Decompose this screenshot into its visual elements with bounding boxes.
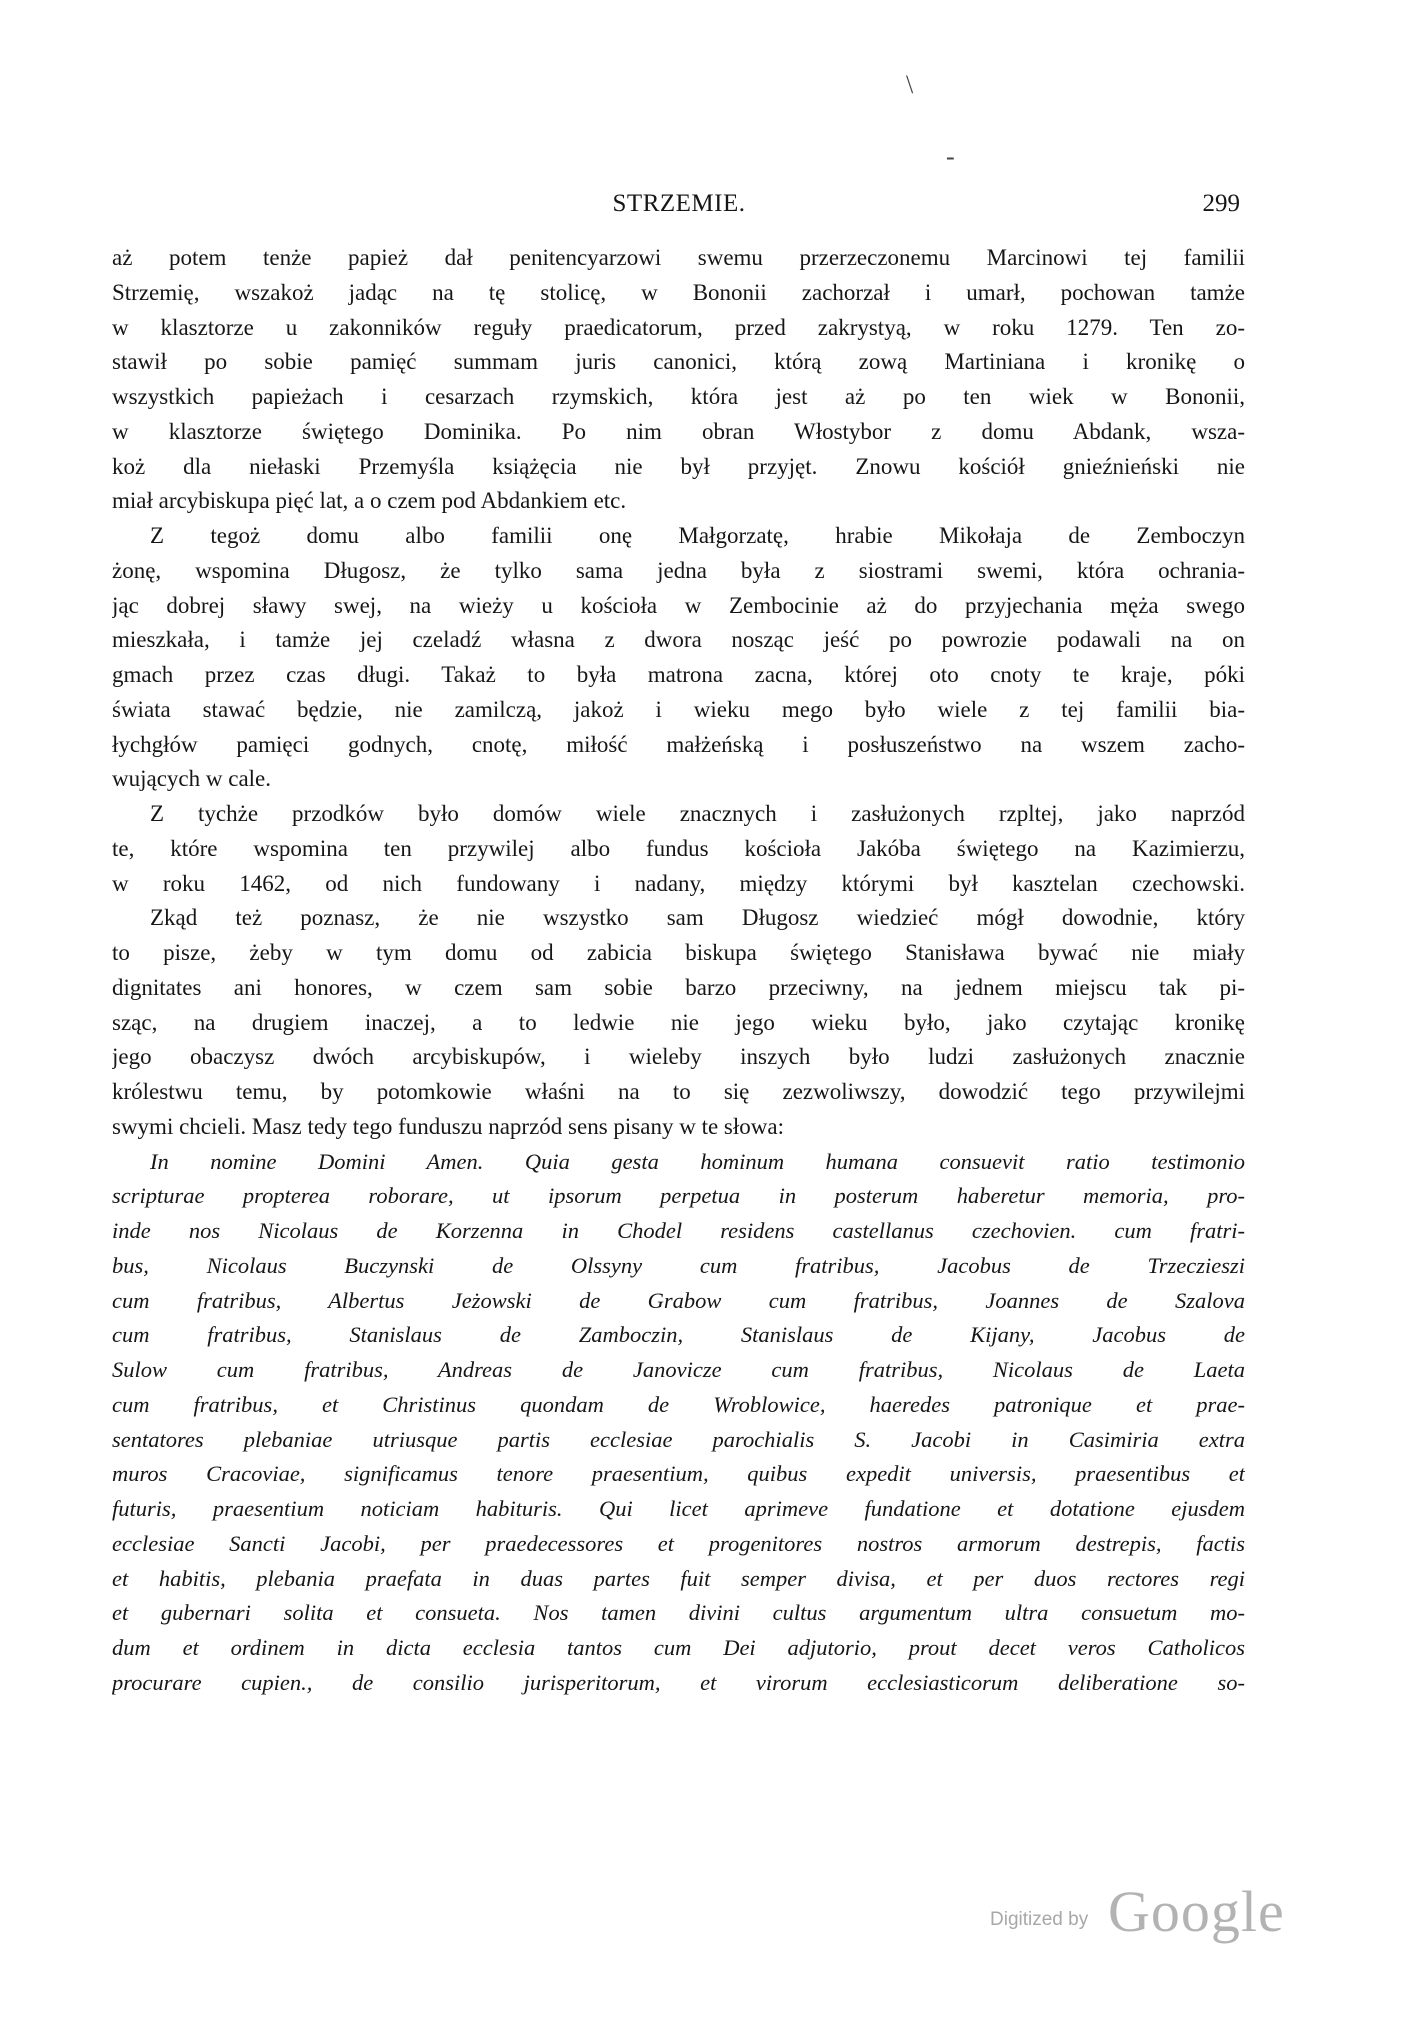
text-line: gmach przez czas długi. Takaż to była matrona zacna, której oto cnoty te kraje, póki — [112, 662, 1245, 687]
latin-text-line: In nomine Domini Amen. Quia gesta hominum humana consuevit ratio testimonio — [150, 1148, 1245, 1174]
latin-text-line: muros Cracoviae, significamus tenore praesentium, quibus expedit universis, praesentibus et — [112, 1461, 1245, 1487]
latin-text-line: futuris, praesentium noticiam habituris. Qui licet aprimeve fundatione et dotatione ejusdem — [112, 1496, 1245, 1521]
latin-text-line: Sulow cum fratribus, Andreas de Janovicze cum fratribus, Nicolaus de Laeta — [112, 1357, 1245, 1382]
digitized-by-label: Digitized by — [990, 1909, 1089, 1930]
text-line: mieszkała, i tamże jej czeladź własna z dwora nosząc jeść po powrozie podawali na on — [112, 627, 1245, 653]
running-head: STRZEMIE. — [612, 190, 746, 217]
digitization-watermark — [990, 1875, 1290, 1945]
latin-text-line: dum et ordinem in dicta ecclesia tantos cum Dei adjutorio, prout decet veros Catholicos — [112, 1635, 1245, 1660]
paragraph-start-line: Z tychże przodków było domów wiele znacznych i zasłużonych rzpltej, jako naprzód — [150, 801, 1245, 826]
text-line: jego obaczysz dwóch arcybiskupów, i wieleby inszych było ludzi zasłużonych znacznie — [112, 1044, 1245, 1070]
latin-text-line: cum fratribus, Stanislaus de Zamboczin, Stanislaus de Kijany, Jacobus de — [112, 1322, 1245, 1348]
page-number: 299 — [1202, 190, 1240, 217]
latin-text-line: cum fratribus, Albertus Jeżowski de Grabow cum fratribus, Joannes de Szalova — [112, 1287, 1245, 1313]
text-line: jąc dobrej sławy swej, na wieży u kościoła w Zembocinie aż do przyjechania męża swego — [112, 592, 1245, 618]
text-line: te, które wspomina ten przywilej albo fundus kościoła Jakóba świętego na Kazimierzu, — [112, 835, 1245, 861]
text-line: stawił po sobie pamięć summam juris canonici, którą zową Martiniana i kronikę o — [112, 349, 1245, 375]
page-header — [118, 190, 1240, 230]
latin-text-line: et gubernari solita et consueta. Nos tamen divini cultus argumentum ultra consuetum mo- — [112, 1600, 1245, 1626]
text-line: dignitates ani honores, w czem sam sobie barzo przeciwny, na jednem miejscu tak pi- — [112, 974, 1245, 1000]
latin-text-line: cum fratribus, et Christinus quondam de Wroblowice, haeredes patronique et prae- — [112, 1391, 1245, 1417]
text-body — [112, 241, 1245, 1701]
text-line: w klasztorze u zakonników reguły praedicatorum, przed zakrystyą, w roku 1279. Ten zo- — [112, 314, 1245, 340]
text-line: sząc, na drugiem inaczej, a to ledwie nie jego wieku było, jako czytając kronikę — [112, 1009, 1245, 1035]
text-line: wujących w cale. — [112, 766, 272, 792]
latin-text-line: procurare cupien., de consilio jurisperitorum, et virorum ecclesiasticorum deliberatione so- — [112, 1669, 1245, 1695]
latin-text-line: scripturae propterea roborare, ut ipsorum perpetua in posterum haberetur memoria, pro- — [112, 1183, 1245, 1209]
text-line: świata stawać będzie, nie zamilczą, jakoż i wieku mego było wiele z tej familii bia- — [112, 696, 1245, 722]
text-line: koż dla niełaski Przemyśla książęcia nie był przyjęt. Znowu kościół gnieźnieński nie — [112, 453, 1245, 479]
paragraph-start-line: Zkąd też poznasz, że nie wszystko sam Długosz wiedzieć mógł dowodnie, który — [150, 905, 1245, 931]
text-line: królestwu temu, by potomkowie właśni na to się zezwoliwszy, dowodzić tego przywilejmi — [112, 1079, 1245, 1104]
latin-text-line: inde nos Nicolaus de Korzenna in Chodel residens castellanus czechovien. cum fratri- — [112, 1218, 1245, 1243]
latin-text-line: ecclesiae Sancti Jacobi, per praedecessores et progenitores nostros armorum destrepis, factis — [112, 1530, 1245, 1556]
text-line: aż potem tenże papież dał penitencyarzowi swemu przerzeczonemu Marcinowi tej familii — [112, 245, 1245, 270]
text-line: Strzemię, wszakoż jadąc na tę stolicę, w Bononii zachorzał i umarł, pochowan tamże — [112, 279, 1245, 305]
text-line: swymi chcieli. Masz tedy tego funduszu naprzód sens pisany w te słowa: — [112, 1113, 784, 1139]
stray-mark: \ — [906, 70, 914, 99]
paragraph-start-line: Z tegoż domu albo familii onę Małgorzatę, hrabie Mikołaja de Zemboczyn — [150, 523, 1245, 548]
latin-text-line: sentatores plebaniae utriusque partis ecclesiae parochialis S. Jacobi in Casimiria extra — [112, 1426, 1245, 1452]
text-line: łychgłów pamięci godnych, cnotę, miłość małżeńską i posłuszeństwo na wszem zacho- — [112, 731, 1245, 757]
text-line: w klasztorze świętego Dominika. Po nim obran Włostybor z domu Abdank, wsza- — [112, 418, 1245, 444]
latin-text-line: bus, Nicolaus Buczynski de Olssyny cum fratribus, Jacobus de Trzeczieszi — [112, 1252, 1245, 1278]
text-line: żonę, wspomina Długosz, że tylko sama jedna była z siostrami swemi, która ochrania- — [112, 557, 1245, 583]
text-line: wszystkich papieżach i cesarzach rzymskich, która jest aż po ten wiek w Bononii, — [112, 384, 1245, 409]
google-logo: Google — [1108, 1879, 1285, 1944]
text-line: to pisze, żeby w tym domu od zabicia biskupa świętego Stanisława bywać nie miały — [112, 940, 1245, 965]
text-line: w roku 1462, od nich fundowany i nadany, między którymi był kasztelan czechowski. — [112, 870, 1245, 896]
latin-text-line: et habitis, plebania praefata in duas partes fuit semper divisa, et per duos rectores regi — [112, 1565, 1245, 1591]
stray-mark: - — [946, 142, 955, 171]
text-line: miał arcybiskupa pięć lat, a o czem pod Abdankiem etc. — [112, 488, 627, 514]
